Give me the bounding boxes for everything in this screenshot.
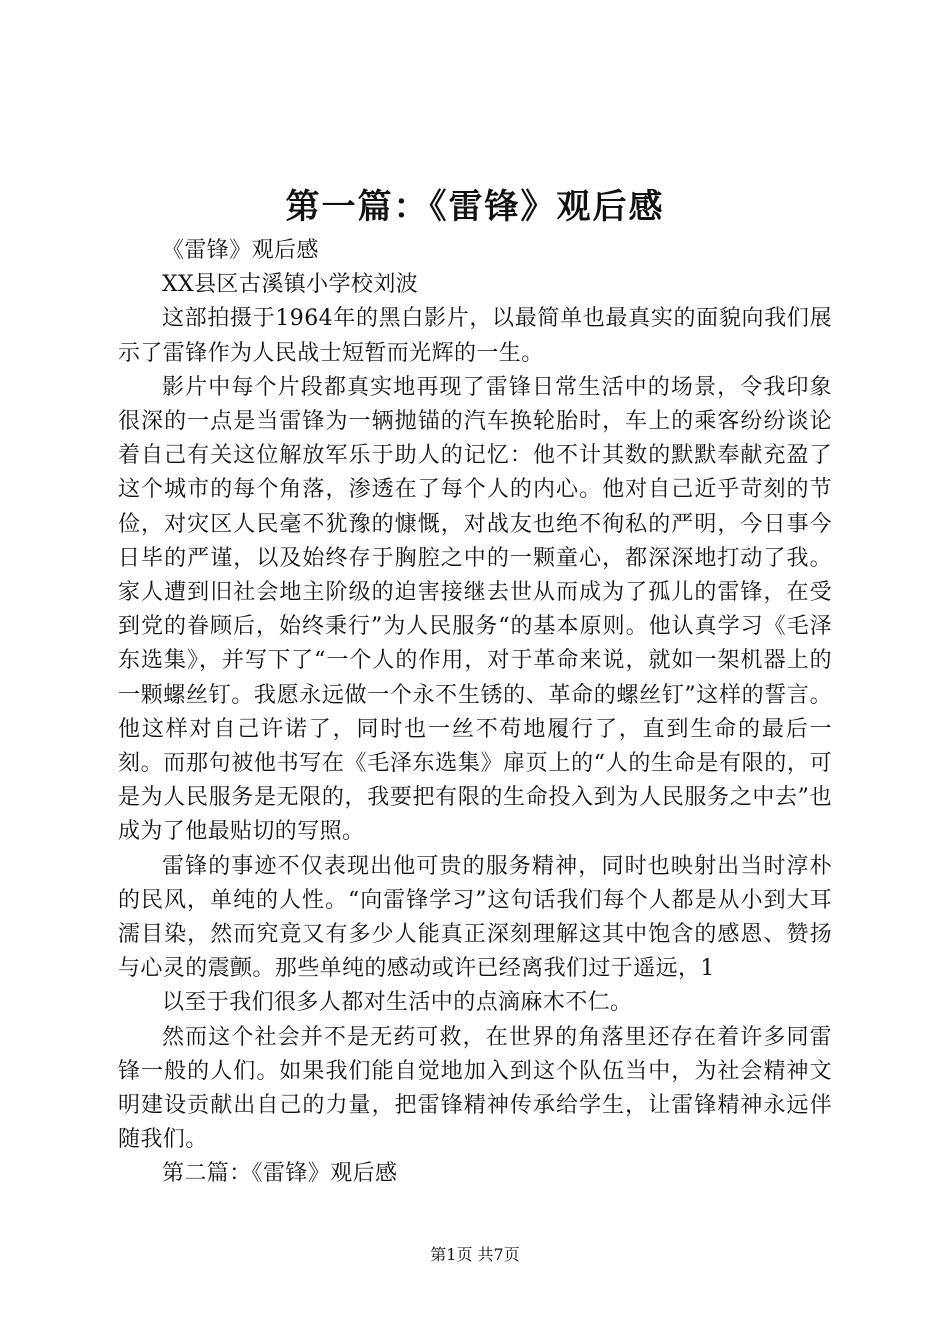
paragraph-scenes: 影片中每个片段都真实地再现了雷锋日常生活中的场景，令我印象很深的一点是当雷锋为一辆抛锚的汽车换轮胎时，车上的乘客纷纷谈论着自己有关这位解放军乐于助人的记忆：他不计其数的默默奉献充盈了这个城市的每个角落，渗透在了每个人的内心。他对自己近乎苛刻的节俭，对灾区人民毫不犹豫的慷慨，对战友也绝不徇私的严明，今日事今日毕的严谨，以及始终存于胸腔之中的一颗童心，都深深地打动了我。家人遭到旧社会地主阶级的迫害接继去世从而成为了孤儿的雷锋，在受到党的眷顾后，始终秉行”为人民服务“的基本原则。他认真学习《毛泽东选集》，并写下了“一个人的作用，对于革命来说，就如一架机器上的一颗螺丝钉。我愿永远做一个永不生锈的、革命的螺丝钉”这样的誓言。他这样对自己许诺了，同时也一丝不苟地履行了，直到生命的最后一刻。而那句被他书写在《毛泽东选集》扉页上的“人的生命是有限的，可是为人民服务是无限的，我要把有限的生命投入到为人民服务之中去”也成为了他最贴切的写照。: [118, 374, 832, 845]
paragraph-author: XX县区古溪镇小学校刘波: [162, 272, 419, 298]
paragraph-intro: 这部拍摄于1964年的黑白影片，以最简单也最真实的面貌向我们展示了雷锋作为人民战士短暂而光辉的一生。: [118, 306, 832, 366]
document-title: 第一篇：《雷锋》观后感: [285, 187, 665, 227]
paragraph-spirit: 雷锋的事迹不仅表现出他可贵的服务精神，同时也映射出当时淳朴的民风，单纯的人性。“向雷锋学习”这句话我们每个人都是从小到大耳濡目染，然而究竟又有多少人能真正深刻理解这其中饱含的感恩、赞扬与心灵的震颤。那些单纯的感动或许已经离我们过于遥远，1: [118, 853, 832, 982]
page-footer: 第1页 共7页: [430, 1245, 520, 1264]
paragraph-numbness: 以至于我们很多人都对生活中的点滴麻木不仁。: [162, 990, 633, 1016]
paragraph-subtitle: 《雷锋》观后感: [162, 238, 319, 263]
paragraph-conclusion: 然而这个社会并不是无药可救，在世界的角落里还存在着许多同雷锋一般的人们。如果我们能自觉地加入到这个队伍当中，为社会精神文明建设贡献出自己的力量，把雷锋精神传承给学生，让雷锋精神永远伴随我们。: [118, 1024, 832, 1153]
paragraph-next-heading: 第二篇：《雷锋》观后感: [162, 1161, 398, 1187]
document-body: [118, 234, 832, 1192]
